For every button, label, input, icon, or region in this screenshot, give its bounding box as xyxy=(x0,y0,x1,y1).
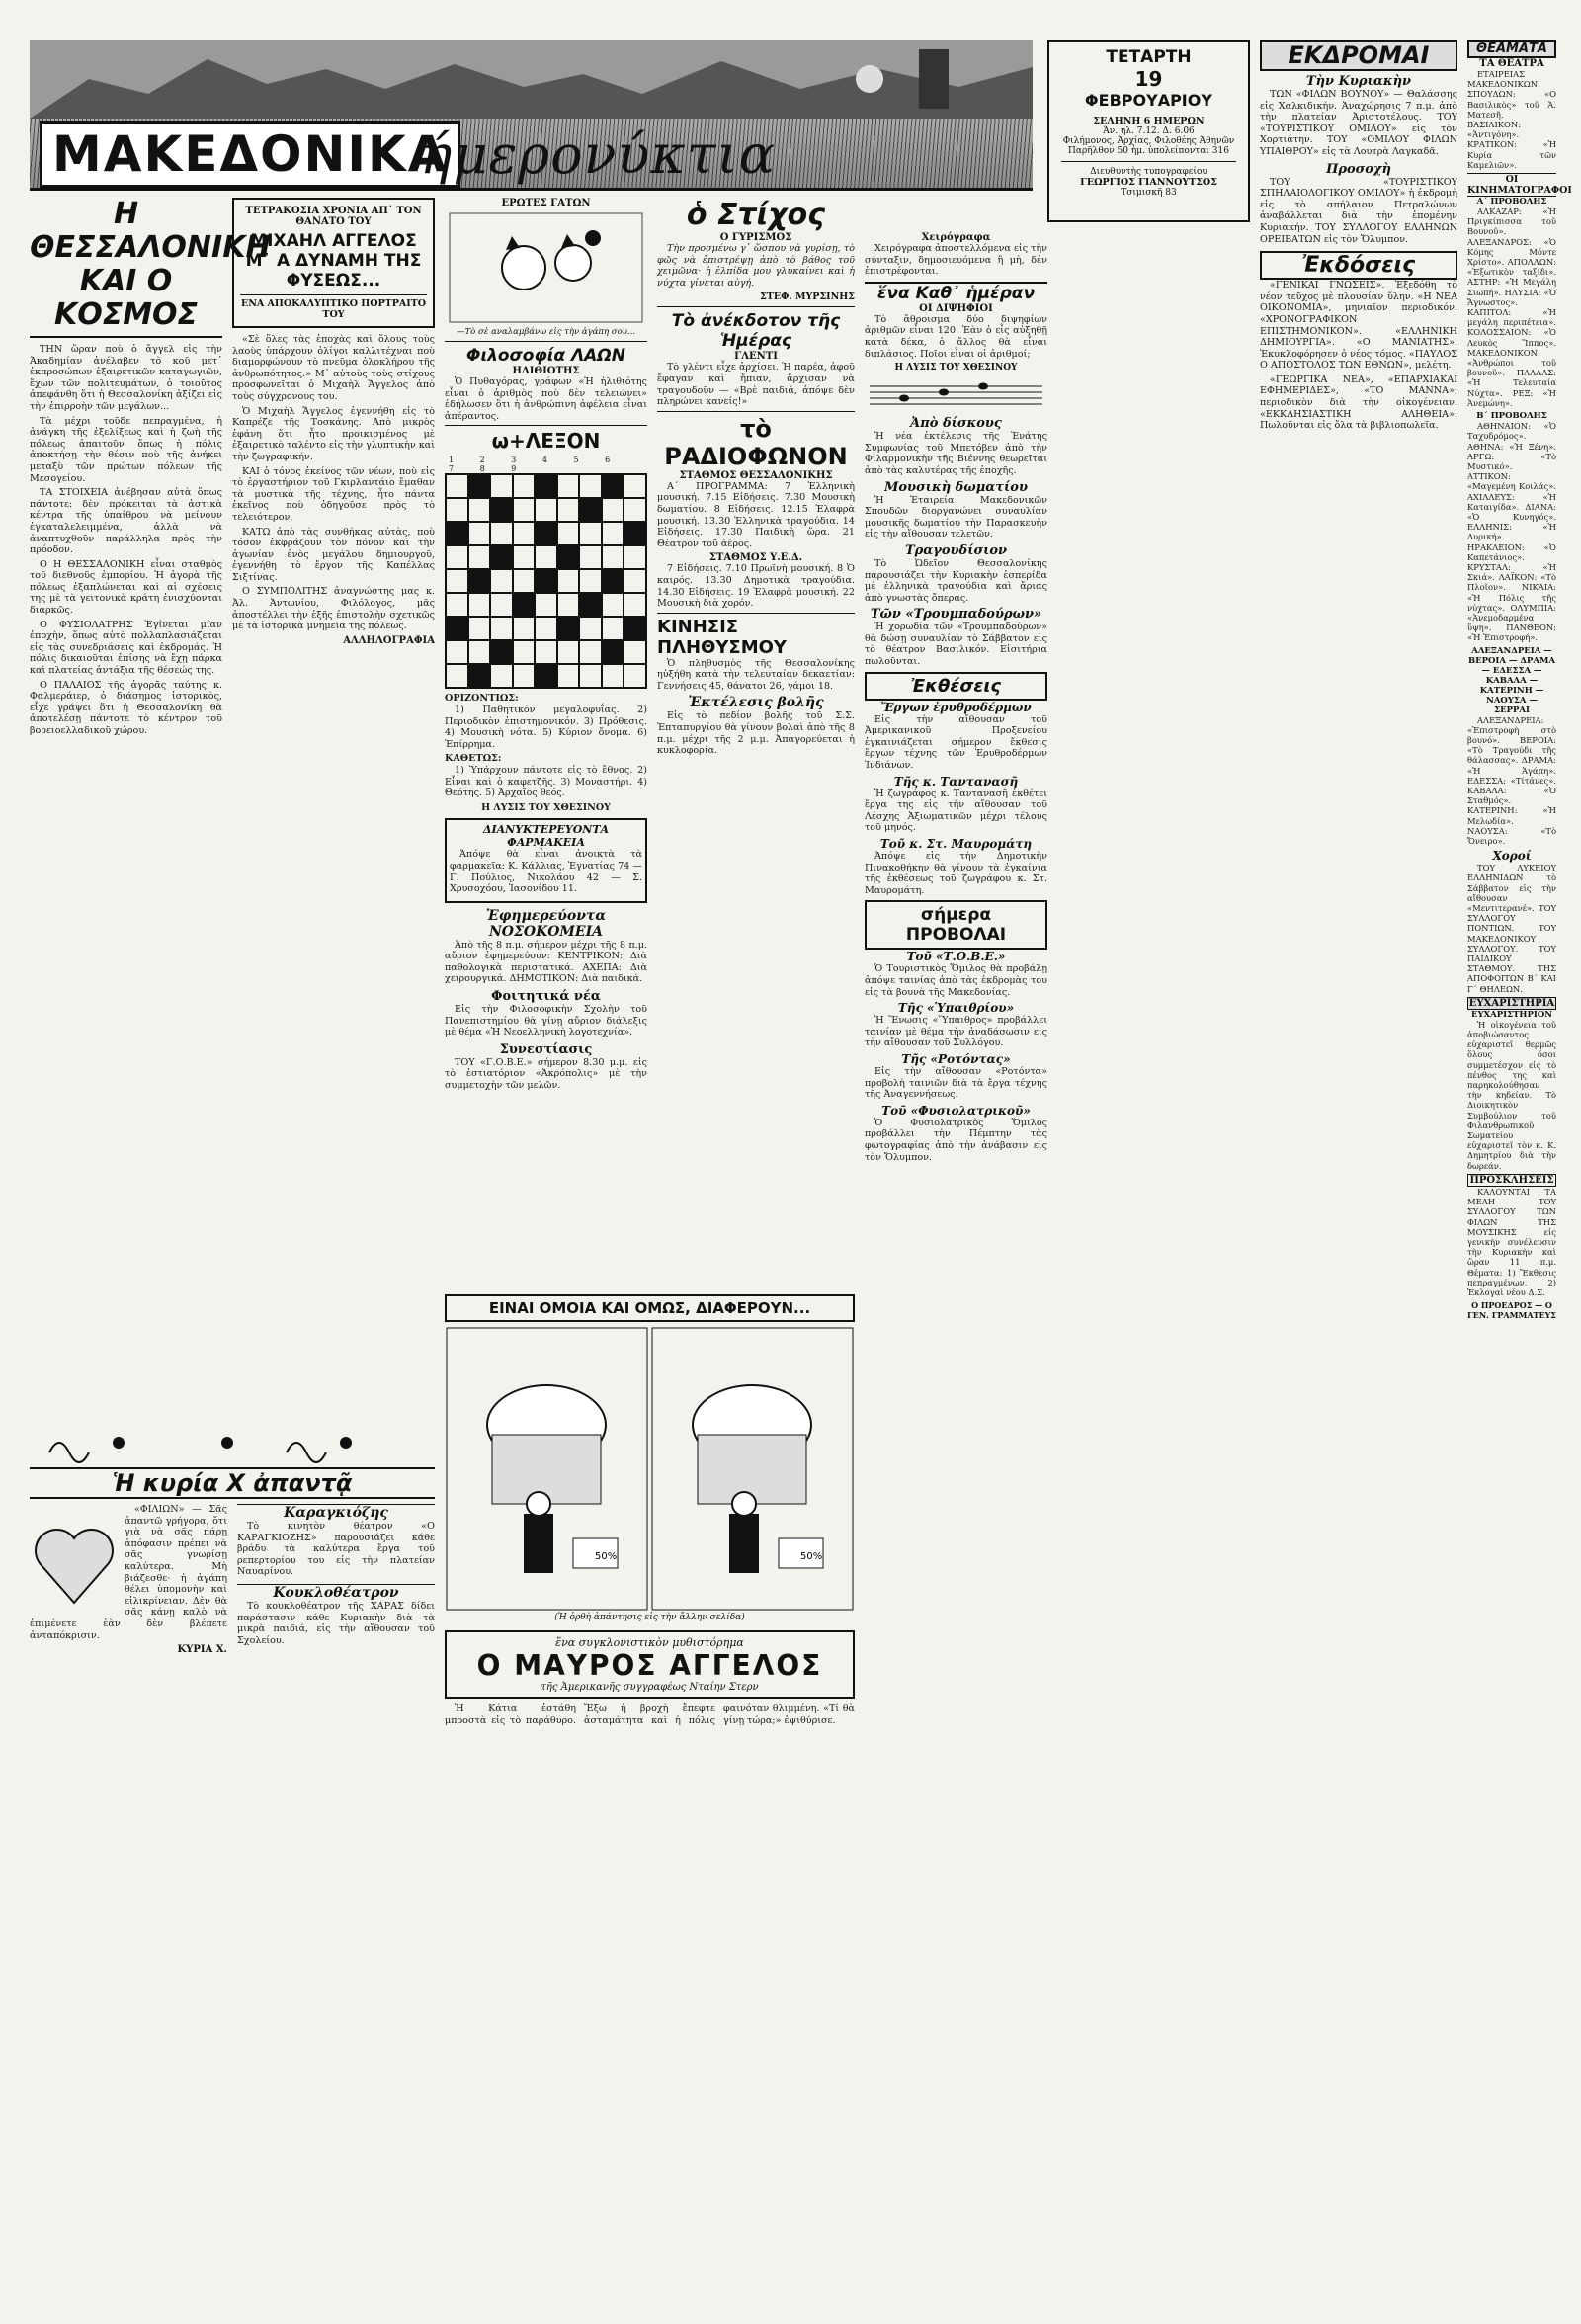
sun-times: Άν. ἡλ. 7.12. Δ. 6.06 xyxy=(1103,126,1195,136)
date-box xyxy=(1047,40,1250,222)
exhibitions-title: Ἐκθέσεις xyxy=(910,675,1002,697)
daily-puzzle-answer: Η ΛΥΣΙΣ ΤΟΥ ΧΘΕΣΙΝΟΥ xyxy=(894,363,1018,374)
days-count: Παρῆλθον 50 ἡμ. ὑπολείπονται 316 xyxy=(1068,146,1229,156)
moon-phase: ΣΕΛΗΝΗ 6 ΗΜΕΡΩΝ xyxy=(1093,116,1205,126)
dances-title: Χοροί xyxy=(1492,849,1532,864)
cartoon-note: —Τὸ σὲ αναλαμβάνω εἰς τὴν ἀγάπη σου... xyxy=(457,327,635,337)
box-kicker: ΤΕΤΡΑΚΟΣΙΑ ΧΡΟΝΙΑ ΑΠ᾽ ΤΟΝ ΘΑΝΑΤΟ ΤΟΥ xyxy=(245,206,422,227)
article-paragraph: Ο ΠΑΛΑΙΟΣ τῆς ἀγορᾶς ταύτης κ. Φαλμεράιερ, ὁ διάσημος ἱστορικὸς, εἶχε γράψει ὅτι ἡ Θεσσαλονίκη θὰ ἀποτελέσῃ πάντοτε τὸ κέντρον τοῦ βορειοελλαδικοῦ χώρου. xyxy=(30,679,222,736)
screenings-title: σήμερα ΠΡΟΒΟΛΑΙ xyxy=(905,905,1007,946)
exhibition-3-title: Τοῦ κ. Στ. Μαυρομάτη xyxy=(879,837,1033,851)
advice-signature: ΚΥΡΙΑ Χ. xyxy=(177,1644,227,1656)
sale-tag-right: 50% xyxy=(800,1551,823,1562)
novel-kicker: ἕνα συγκλονιστικὸν μυθιστόρημα xyxy=(555,1636,744,1649)
novel-serial xyxy=(445,1630,855,2302)
publications-more: «ΓΕΩΡΓΙΚΑ ΝΕΑ», «ΕΠΑΡΧΙΑΚΑΙ ΕΦΗΜΕΡΙΔΕΣ», «ΤΟ ΜΑΝΝΑ», περιοδικὸν διὰ τὴν οἰκογένειαν. «ΕΚΚΛΗΣΙΑΣΤΙΚΗ ΑΛΗΘΕΙΑ». Πωλοῦνται εἰς ὅλα τὰ βιβλιοπωλεῖα. xyxy=(1260,374,1457,432)
down-heading: ΚΑΘΕΤΩΣ: xyxy=(445,753,502,765)
cinemas-second-run-text: ΑΘΗΝΑΙΟΝ: «Ὁ Ταχυδρόμος». ΑΘΗΝΑ: «Ἡ Ξένη». ΑΡΓΩ: «Τὸ Μυστικό». ΑΤΤΙΚΟΝ: «Μαγεμένη Κοιλάς». ΑΧΙΛΛΕΥΣ: «Ἡ Καταιγίδα». ΔΙΑΝΑ: «Ὁ Κυνηγός». ΕΛΛΗΝΙΣ: «Ἡ Λυρική». ΗΡΑΚΛΕΙΟΝ: «Ὁ Καπετάνιος». ΚΡΥΣΤΑΛ: «Ἡ Σκιά». ΛΑΪΚΟΝ: «Τὸ Πλοῖον». ΝΙΚΑΙΑ: «Ἡ Πόλις τῆς νύχτας». ΟΛΥΜΠΙΑ: «Ἀνεμοδαρμένα ὕψη». ΠΑΝΘΕΟΝ: «Ἡ Ἐπιστροφή». xyxy=(1467,421,1556,643)
stichos-poem: Τὴν προσμένω γ᾽ ὥσπου νὰ γυρίσῃ, τὸ φῶς νὰ ἐπιστρέψῃ ἀπὸ τὸ βάθος τοῦ χειμῶνα· ἡ ἐλπίδα μου γλυκαίνει καὶ ἡ νύχτα γίνεται αὐγή. xyxy=(657,243,855,289)
exhibition-1-text: Εἰς τὴν αἴθουσαν τοῦ Ἀμερικανικοῦ Προξενείου ἐγκαινιάζεται σήμερον ἔκθεσις ἔργων τέχνης τῶν Ἐρυθροδέρμων Ἰνδιάνων. xyxy=(865,713,1047,772)
column-culture xyxy=(865,232,1047,2302)
crossword-numbers: 1 2 3 4 5 6 7 8 9 xyxy=(449,456,623,474)
hospitals-title: Ἐφημερεύοντα ΝΟΣΟΚΟΜΕΙΑ xyxy=(485,907,607,940)
column-features xyxy=(445,198,647,1285)
down-clues: 1) Ὑπάρχουν πάντοτε εἰς τὸ ἔθνος. 2) Εἶναι καὶ ὁ καφετζῆς. 3) Μοναστήρι. 4) Θεότης. 5) Ἀρχαῖος θεός. xyxy=(445,764,647,799)
novel-author: τῆς Ἀμερικανῆς συγγραφέως Νταίην Στερν xyxy=(541,1682,759,1693)
michelangelo-box xyxy=(232,198,435,328)
theatres-title: ΤΑ ΘΕΑΤΡΑ xyxy=(1479,58,1544,69)
screening-1-text: Ὁ Τουριστικὸς Ὅμιλος θὰ προβάλῃ ἀπόψε ταινίας ἀπὸ τὰς ἐκδρομὰς του εἰς τὰ βουνὰ τῆς Μακεδονίας. xyxy=(865,963,1047,998)
spectacles-title: ΘΕΑΜΑΤΑ xyxy=(1467,40,1556,58)
discs-title: Ἀπὸ δίσκους xyxy=(910,416,1002,432)
date-number: 19 xyxy=(1134,67,1163,91)
exhibition-3-text: Ἀπόψε εἰς τὴν Δημοτικὴν Πινακοθήκην θὰ γίνουν τὰ ἐγκαίνια τῆς ἐκθέσεως τοῦ ζωγράφου κ. Στ. Μαυρομάτη. xyxy=(865,851,1047,896)
column-thessaloniki xyxy=(30,197,271,1452)
box-subtitle: ΕΝΑ ΑΠΟΚΑΛΥΠΤΙΚΟ ΠΟΡΤΡΑΙΤΟ ΤΟΥ xyxy=(240,294,427,320)
thanks-title: ΕΥΧΑΡΙΣΤΗΡΙΑ xyxy=(1468,997,1555,1009)
article-paragraph: Ὁ Μιχαὴλ Ἄγγελος ἐγεννήθη εἰς τὸ Καπρέζε τῆς Τοσκάνης. Ἀπὸ μικρὸς ἐφάνη ὅτι ἦτο προικισμένος μὲ ἐξαιρετικὸ ταλέντο εἰς τὴν γλυπτικὴν καὶ τὴν ζωγραφικήν. xyxy=(232,405,435,462)
column-stichos-radio xyxy=(657,198,855,1275)
screening-2-title: Τῆς «Ὑπαιθρίου» xyxy=(897,1001,1015,1016)
notice-title: Προσοχὴ xyxy=(1326,161,1391,177)
article-paragraph: ΚΑΤΩ ἀπὸ τὰς συνθήκας αὐτὰς, ποὺ τόσον ἐκφράζουν τὸν πόνον καὶ τὴν ἀγωνίαν ἑνὸς μεγάλου δημιουργοῦ, ἐγεννήθη τὸ ἔργον τῆς Καπέλλας Σιξτίνας. xyxy=(232,526,435,583)
editor-name: ΓΕΩΡΓΙΟΣ ΓΙΑΝΝΟΥΤΣΟΣ xyxy=(1080,177,1217,188)
exhibition-2-title: Τῆς κ. Ταντανασῆ xyxy=(893,774,1019,788)
across-heading: ΟΡΙΖΟΝΤΙΩΣ: xyxy=(445,693,519,705)
exhibition-1-title: Ἔργων ἐρυθροδέρμων xyxy=(880,700,1032,714)
dinner-title: Συνεστίασις xyxy=(499,1041,593,1057)
novel-text: Ἡ Κάτια ἐστάθη μπροστὰ εἰς τὸ παράθυρο. Ἔξω ἡ βροχὴ ἔπεφτε ἀσταμάτητα καὶ ἡ πόλις φαινόταν θλιμμένη. «Τί θὰ γίνῃ τώρα;» ἐψιθύρισε. xyxy=(445,1703,855,1726)
publications-title: Ἐκδόσεις xyxy=(1260,251,1457,280)
radio-station: ΣΤΑΘΜΟΣ ΘΕΣΣΑΛΟΝΙΚΗΣ xyxy=(679,469,833,481)
anecdote-subtitle: ΓΛΕΝΤΙ xyxy=(734,351,778,363)
excursions-title: ΕΚΔΡΟΜΑΙ xyxy=(1260,40,1457,71)
song-title: Τραγουδίσιον xyxy=(904,542,1008,558)
daily-puzzle-text: Τὸ ἄθροισμα δύο διψηφίων ἀριθμῶν εἶναι 120. Ἐὰν ὁ εἷς αὐξηθῇ κατὰ δέκα, ὁ ἄλλος θὰ εἶναι διπλάσιος. Ποῖοι εἶναι οἱ ἀριθμοί; xyxy=(865,313,1047,360)
manuscripts-title: Χειρόγραφα xyxy=(921,232,991,243)
stichos-title: ὁ Στίχος xyxy=(686,198,826,232)
excursions-text: ΤΩΝ «ΦΙΛΩΝ ΒΟΥΝΟΥ» — Θαλάσσης εἰς Χαλκιδικήν. Ἀναχώρησις 7 π.μ. ἀπὸ τὴν πλατείαν Ἀριστοτέλους. ΤΟΥ «ΤΟΥΡΙΣΤΙΚΟΥ ΟΜΙΛΟΥ» εἰς τὸν Χορτιάτην. ΤΟΥ «ΟΜΙΛΟΥ ΦΙΛΩΝ ΥΠΑΙΘΡΟΥ» εἰς τὰ Λουτρὰ Λαγκαδᾶ. xyxy=(1260,89,1457,157)
pharmacies-title: ΔΙΑΝΥΚΤΕΡΕΥΟΝΤΑ ΦΑΡΜΑΚΕΙΑ xyxy=(482,823,610,850)
masthead-subtitle: ήμερονύκτια xyxy=(420,124,777,186)
sale-tag-left: 50% xyxy=(595,1551,618,1562)
stichos-author: ΣΤΕΦ. ΜΥΡΣΙΝΗΣ xyxy=(760,291,855,303)
music-staff-icon xyxy=(865,376,1047,416)
yened-schedule: 7 Εἰδήσεις. 7.10 Πρωϊνὴ μουσική. 8 Ὁ καιρός. 13.30 Δημοτικὰ τραγούδια. 14.30 Εἰδήσεις. 19 Ἐλαφρὰ μουσική. 22 Μουσικὴ διὰ χορόν. xyxy=(657,563,855,610)
daily-puzzle-title: ἕνα Καθ᾽ ἡμέραν xyxy=(865,282,1047,303)
editor-address: Τσιμισκῆ 83 xyxy=(1121,188,1177,198)
filosofia-title: Φιλοσοφία ΛΑΩΝ xyxy=(466,346,625,366)
excursions-subtitle: Τὴν Κυριακὴν xyxy=(1305,74,1412,89)
karagiozis-title: Καραγκιόζης xyxy=(237,1504,435,1521)
screening-4-text: Ὁ Φυσιολατρικὸς Ὅμιλος προβάλλει τὴν Πέμπτην τὰς φωτογραφίας ἀπὸ τὴν ἀνάβασιν εἰς τὸν Ὄλυμπον. xyxy=(865,1117,1047,1163)
thanks-text: Ἡ οἰκογένεια τοῦ ἀποβιώσαντος εὐχαριστεῖ θερμῶς ὅλους ὅσοι συμμετέσχον εἰς τὸ πένθος της καὶ παρηκολούθησαν τὴν κηδείαν. Τὸ Διοικητικὸν Συμβούλιον τοῦ Φιλανθρωπικοῦ Σωματείου εὐχαριστεῖ τὸν κ. Κ. Δημητρίου διὰ τὴν δωρεάν. xyxy=(1467,1019,1556,1171)
manuscripts-text: Χειρόγραφα ἀποστελλόμενα εἰς τὴν σύνταξιν, δημοσιευόμενα ἢ μὴ, δὲν ἐπιστρέφονται. xyxy=(865,243,1048,278)
screening-1-title: Τοῦ «Τ.Ο.Β.Ε.» xyxy=(906,950,1006,964)
cartoon-banner: ΕΙΝΑΙ ΟΜΟΙΑ ΚΑΙ ΟΜΩΣ, ΔΙΑΦΕΡΟΥΝ... xyxy=(445,1294,855,1322)
anecdote-title: Τὸ ἀνέκδοτον τῆς Ἡμέρας xyxy=(671,311,841,352)
firing-title: Ἐκτέλεσις βολῆς xyxy=(688,695,824,711)
cities-list: ΑΛΕΞΑΝΔΡΕΙΑ — ΒΕΡΟΙΑ — ΔΡΑΜΑ — ΕΔΕΣΣΑ — ΚΑΒΑΛΑ — ΚΑΤΕΡΙΝΗ — ΝΑΟΥΣΑ — ΣΕΡΡΑΙ xyxy=(1467,645,1556,715)
stichos-subtitle: Ο ΓΥΡΙΣΜΟΣ xyxy=(719,232,792,243)
cinemas-first-run-text: ΑΛΚΑΖΑΡ: «Ἡ Πριγκίπισσα τοῦ Βουνοῦ». ΑΛΕΞΑΝΔΡΟΣ: «Ὁ Κόμης Μόντε Χρίστο». ΑΠΟΛΛΩΝ: «Ἐξωτικὸν ταξίδι». ΑΣΤΗΡ: «Ἡ Μεγάλη Σιωπή». ΗΛΥΣΙΑ: «Ὁ Ἄγνωστος». ΚΑΠΙΤΟΛ: «Ἡ μεγάλη περιπέτεια». ΚΟΛΟΣΣΑΙΟΝ: «Ὁ Λευκὸς Ἵππος». ΜΑΚΕΔΟΝΙΚΟΝ: «Ἀνθρώποι τοῦ βουνοῦ». ΠΑΛΛΑΣ: «Ἡ Τελευταία Νύχτα». ΡΕΞ: «Ἡ Ἀνεμώνη». xyxy=(1467,207,1556,408)
radio-schedule: Α΄ ΠΡΟΓΡΑΜΜΑ: 7 Ἑλληνικὴ μουσική. 7.15 Εἰδήσεις. 7.30 Μουσικὴ δωματίου. 8 Εἰδήσεις. 12.15 Ἐλαφρὰ μουσική. 13.30 Ἑλληνικὰ τραγούδια. 14 Εἰδήσεις. 17.30 Παιδικὴ ὥρα. 21 Θέατρον τοῦ ἀέρος. xyxy=(657,480,855,549)
saints-of-day: Φιλήμονος, Άρχίας, Φιλοθέης Άθηνῶν xyxy=(1062,136,1235,146)
screening-4-title: Τοῦ «Φυσιολατρικοῦ» xyxy=(881,1103,1031,1118)
population-title: ΚΙΝΗΣΙΣ ΠΛΗΘΥΣΜΟΥ xyxy=(657,616,787,658)
students-text: Εἰς τὴν Φιλοσοφικὴν Σχολὴν τοῦ Πανεπιστημίου θὰ γίνῃ αὔριον διάλεξις μὲ θέμα «Ἡ Νεοελληνικὴ λογοτεχνία». xyxy=(445,1004,647,1038)
dancing-figures-illustration xyxy=(30,1423,435,1467)
cartoon-answer-note: (Ἡ ὀρθὴ ἀπάντησις εἰς τὴν ἄλλην σελίδα) xyxy=(554,1613,745,1622)
column-michelangelo xyxy=(232,198,435,1413)
article-paragraph: ΤΗΝ ὥραν ποὺ ὁ ἄγγελ εἰς τὴν Ἀκαδημίαν ἀνέλαβεν τὸ κοῦ μετ᾽ ἐκπροσώπων ἐξαιρετικῶν καταγωγιῶν, ἔχων τῶν πολιτευμάτων, ὁ τοιοῦτος ἀπεφάνθη ὅτι ἡ Θεσσαλονίκη ἀξίζει εἰς τὴν ἐπιρροὴν τῶν μεγάλων... xyxy=(30,344,222,412)
cinemas-second-run: Β΄ ΠΡΟΒΟΛΗΣ xyxy=(1476,411,1547,422)
advice-text: «ΦΙΛΙΩΝ» — Σᾶς ἀπαντῶ γρήγορα, ὅτι γιὰ νὰ σᾶς πάρῃ ἀπόφασιν πρέπει νὰ σᾶς γνωρίσῃ καλύτερα. Μὴ βιάζεσθε· ἡ ἀγάπη θέλει ὑπομονὴν καὶ εἰλικρίνειαν. Δὲν θὰ σᾶς κάνῃ καλὸ νὰ ἐπιμένετε ἐὰν δὲν βλέπετε ἀνταπόκρισιν. xyxy=(30,1504,227,1641)
column-excursions xyxy=(1260,40,1457,2302)
across-clues: 1) Παθητικὸν μεγαλοφυΐας. 2) Περιοδικὸν ἐπιστημονικόν. 3) Πρόθεσις. 4) Μουσικὴ νότα. 5) Κύριον ὄνομα. 6) Ἐπίρρημα. xyxy=(445,704,647,750)
population-text: Ὁ πληθυσμὸς τῆς Θεσσαλονίκης ηὐξήθη κατὰ τὴν τελευταίαν δεκαετίαν: Γεννήσεις 45, θάνατοι 26, γάμοι 18. xyxy=(657,657,855,692)
karagiozis-text: Τὸ κινητὸν θέατρον «Ο ΚΑΡΑΓΚΙΟΖΗΣ» παρουσιάζει κάθε βράδυ τὰ καλύτερα ἔργα τοῦ ρεπερτορίου του εἰς τὴν πλατείαν Ναυαρίνου. xyxy=(237,1521,435,1578)
cartoon-drawings xyxy=(445,1326,855,1613)
chamber-music-text: Ἡ Ἑταιρεία Μακεδονικῶν Σπουδῶν διοργανώνει συναυλίαν μουσικῆς δωματίου τὴν Παρασκευὴν εἰς τὴν αἴθουσαν τελετῶν. xyxy=(865,494,1047,540)
dances-text: ΤΟΥ ΛΥΚΕΙΟΥ ΕΛΛΗΝΙΔΩΝ τὸ Σάββατον εἰς τὴν αἴθουσαν «Μεντιτερανέ». ΤΟΥ ΣΥΛΛΟΓΟΥ ΠΟΝΤΙΩΝ. ΤΟΥ ΜΑΚΕΔΟΝΙΚΟΥ ΣΥΛΛΟΓΟΥ. ΤΟΥ ΠΑΙΔΙΚΟΥ ΣΤΑΘΜΟΥ. ΤΗΣ ΑΠΟΦΟΙΤΩΝ Β΄ ΚΑΙ Γ΄ ΘΗΛΕΩΝ. xyxy=(1467,863,1556,994)
article-paragraph: Ο ΣΥΜΠΟΛΙΤΗΣ ἀναγνώστης μας κ. Ἀλ. Ἀντωνίου, Φιλόλογος, μᾶς ἀποστέλλει τὴν ἑξῆς ἐπιστολὴν σχετικῶς μὲ τὰ ἱστορικὰ μνημεῖα τῆς πόλεως. xyxy=(232,586,435,632)
troubadours-title: Τῶν «Τρουμπαδούρων» xyxy=(870,607,1042,622)
notice-text: ΤΟΥ «ΤΟΥΡΙΣΤΙΚΟΥ ΣΠΗΛΑΙΟΛΟΓΙΚΟΥ ΟΜΙΛΟΥ» ἡ ἐκδρομὴ εἰς τὸ σπήλαιον Πετραλώνων ἀναβάλλεται διὰ τὴν ἐπομένην Κυριακήν. ΤΟΥ ΣΥΛΛΟΓΟΥ ΕΛΛΗΝΩΝ ΟΡΕΙΒΑΤΩΝ εἰς τὸν Ὄλυμπον. xyxy=(1260,176,1457,245)
article-paragraph: Τὰ μέχρι τοῦδε πεπραγμένα, ἡ ἀνάγκη τῆς ἐξελίξεως καὶ ἡ ζωὴ τῆς πόλεως ἀπαιτοῦν ὅπως ἡ πόλις ἀποκτήσῃ τὴν θέσιν ποὺ τῆς ἀνήκει μεταξὺ τῶν πρώτων πόλεων τῆς Μεσογείου. xyxy=(30,415,222,484)
article-paragraph: Ο ΦΥΣΙΟΛΑΤΡΗΣ Ἐγίνεται μίαν ἐποχὴν, ὅπως αὐτὸ πολλαπλασιάζεται εἰς τὰς συνεδριάσεις καὶ ἐκδρομάς. Ἡ πόλις δικαιοῦται ἐπίσης νὰ ἔχῃ πάρκα καὶ πλατείας ἀντάξια τῆς θέσεώς της. xyxy=(30,619,222,677)
pharmacies-text: Ἀπόψε θὰ εἶναι ἀνοικτὰ τὰ φαρμακεῖα: Κ. Κάλλιας, Ἐγνατίας 74 — Γ. Πούλιος, Νικολάου 42 — Σ. Χρυσοχόου, Ἰασονίδου 11. xyxy=(450,849,642,895)
puppet-theatre-text: Τὸ κουκλοθέατρον τῆς ΧΑΡΑΣ δίδει παράστασιν κάθε Κυριακὴν διὰ τὰ μικρὰ παιδιά, εἰς τὴν αἴθουσαν τοῦ Σχολείου. xyxy=(237,1600,435,1646)
cartoon-cats-caption: ΕΡΩΤΕΣ ΓΑΤΩΝ xyxy=(501,198,591,208)
troubadours-text: Ἡ χορωδία τῶν «Τρουμπαδούρων» θὰ δώσῃ συναυλίαν τὸ Σάββατον εἰς τὸ θέατρον Βασιλικόν. Εἰσιτήρια πωλοῦνται. xyxy=(865,622,1047,668)
masthead-banner xyxy=(30,40,1033,191)
article-paragraph: Ο Η ΘΕΣΣΑΛΟΝΙΚΗ εἶναι σταθμὸς τοῦ διεθνοῦς ἐμπορίου. Ἡ ἀγορὰ τῆς πόλεως ἐξαπλώνεται καὶ αἱ σχέσεις της μὲ τὰ γειτονικὰ κράτη ἐνισχύονται διαρκῶς. xyxy=(30,558,222,617)
filosofia-text: Ὁ Πυθαγόρας, γράφων «Ἡ ἠλιθιότης εἶναι ὁ ἀριθμὸς ποὺ δὲν τελειώνει» ἐδήλωσεν ὅτι ἡ ἀνθρώπινη ἀφέλεια εἶναι ἀπέραντος. xyxy=(445,376,647,422)
song-text: Τὸ Ὠδεῖον Θεσσαλονίκης παρουσιάζει τὴν Κυριακὴν ἑσπερίδα μὲ ἑλληνικὰ τραγούδια καὶ ἄριας ἀπὸ γνωστὰς ὄπερας. xyxy=(865,557,1047,604)
cats-cartoon xyxy=(445,208,647,327)
screening-3-title: Τῆς «Ροτόντας» xyxy=(901,1051,1011,1066)
invitations-signature: Ο ΠΡΟΕΔΡΟΣ — Ο ΓΕΝ. ΓΡΑΜΜΑΤΕΥΣ xyxy=(1467,1300,1556,1321)
cities-text: ΑΛΕΞΑΝΔΡΕΙΑ: «Ἐπιστροφὴ στὸ βουνό». ΒΕΡΟΙΑ: «Τὸ Τραγούδι τῆς θάλασσας». ΔΡΑΜΑ: «Ἡ Ἀγάπη». ΕΔΕΣΣΑ: «Τίτάνες». ΚΑΒΑΛΑ: «Ὁ Σταθμός». ΚΑΤΕΡΙΝΗ: «Ἡ Μελωδία». ΝΑΟΥΣΑ: «Τὸ Ὄνειρο». xyxy=(1467,714,1556,846)
box-title: ΜΙΧΑΗΛ ΑΓΓΕΛΟΣ Μ᾽ Α ΔΥΝΑΜΗ ΤΗΣ ΦΥΣΕΩΣ... xyxy=(245,231,422,290)
advice-column xyxy=(30,1423,435,2302)
anecdote-text: Τὸ γλέντι εἶχε ἀρχίσει. Ἡ παρέα, ἀφοῦ ἔφαγαν καὶ ἤπιαν, ἄρχισαν νὰ τραγουδοῦν — «Βρὲ παιδιά, ἀπόψε δὲν πληρώνει κανείς!» xyxy=(657,362,855,408)
city-skyline-illustration xyxy=(30,40,1033,119)
column-theatres xyxy=(1467,40,1572,2302)
masthead-title: ΜΑΚΕΔΟΝΙΚΑ xyxy=(40,121,460,188)
students-title: Φοιτητικά νέα xyxy=(491,989,601,1005)
article-paragraph: ΚΑΙ ὁ τόνος ἐκείνος τῶν νέων, ποὺ εἰς τὸ ἐργαστήριον τοῦ Γκιρλαντάιο ἔμαθαν τὰ μυστικὰ τῆς τέχνης, ἦτο πάντα ἐκεῖνος ποὺ ὁδηγοῦσε πρὸς τὸ τελειότερον. xyxy=(232,465,435,523)
spot-difference-cartoon xyxy=(445,1294,855,1620)
cinemas-first-run: Α΄ ΠΡΟΒΟΛΗΣ xyxy=(1476,197,1547,208)
headline-thessaloniki: Η ΘΕΣΣΑΛΟΝΙΚΗ ΚΑΙ Ο ΚΟΣΜΟΣ xyxy=(30,198,222,338)
hospitals-text: Ἀπὸ τῆς 8 π.μ. σήμερον μέχρι τῆς 8 π.μ. αὔριον ἐφημερεύουν: ΚΕΝΤΡΙΚΟΝ: Διὰ παθολογικὰ περιστατικά. ΑΧΕΠΑ: Διὰ χειρουργικά. ΔΗΜΟΤΙΚΟΝ: Διὰ παιδικά. xyxy=(445,939,647,985)
date-day: ΤΕΤΑΡΤΗ xyxy=(1106,47,1192,67)
theatres-text: ΕΤΑΙΡΕΙΑΣ ΜΑΚΕΔΟΝΙΚΩΝ ΣΠΟΥΔΩΝ: «Ο Βασιλικὸς» τοῦ Ἀ. Ματεσῆ. ΒΑΣΙΛΙΚΟΝ: «Ἀντιγόνη». ΚΡΑΤΙΚΟΝ: «Ἡ Κυρία τῶν Καμελιῶν». xyxy=(1467,69,1556,170)
firing-text: Εἰς τὸ πεδίον βολῆς τοῦ Σ.Σ. Ἐπταπυργίου θὰ γίνουν βολαὶ ἀπὸ τῆς 8 π.μ. μέχρι τῆς 2 μ.μ. Ἀπαγορεύεται ἡ κυκλοφορία. xyxy=(657,710,855,757)
publications-text: «ΓΕΝΙΚΑΙ ΓΝΩΣΕΙΣ». Ἐξεδόθη τὸ νέον τεῦχος μὲ πλουσίαν ὕλην. «Η ΝΕΑ ΟΙΚΟΝΟΜΙΑ», μηνιαῖον περιοδικόν. «ΧΡΟΝΟΓΡΑΦΙΚΟΝ ΕΠΙΣΤΗΜΟΝΙΚΟΝ». «ΕΛΛΗΝΙΚΗ ΔΗΜΙΟΥΡΓΙΑ». «Ο ΜΑΝΙΑΤΗΣ». Ἐκυκλοφόρησεν ὁ νέος τόμος. «ΠΑΥΛΟΣ Ο ΑΠΟΣΤΟΛΟΣ ΤΩΝ ΕΘΝΩΝ», μελέτη. xyxy=(1260,280,1457,372)
dinner-text: ΤΟΥ «Γ.Ο.Β.Ε.» σήμερον 8.30 μ.μ. εἰς τὸ ἑστιατόριον «Ἀκρόπολις» μὲ τὴν συμμετοχὴν τῶν μελῶν. xyxy=(445,1056,647,1092)
editor-label: Διευθυντὴς τυπογραφείου xyxy=(1090,167,1207,177)
discs-text: Ἡ νέα ἐκτέλεσις τῆς Ἐνάτης Συμφωνίας τοῦ Μπετόβεν ἀπὸ τὴν Φιλαρμονικὴν τῆς Βιέννης θεωρεῖται ἀπὸ τὰς καλυτέρας τῆς ἐποχῆς. xyxy=(865,431,1047,476)
newspaper-page xyxy=(30,40,1572,2302)
invitations-title: ΠΡΟΣΚΛΗΣΕΙΣ xyxy=(1467,1174,1556,1187)
date-month: ΦΕΒΡΟΥΑΡΙΟΥ xyxy=(1085,91,1212,110)
chamber-music-title: Μουσικὴ δωματίου xyxy=(884,479,1028,495)
novel-title: Ο ΜΑΥΡΟΣ ΑΓΓΕΛΟΣ xyxy=(476,1649,823,1682)
yened-station: ΣΤΑΘΜΟΣ Υ.Ε.Δ. xyxy=(708,552,803,564)
thanks-subtitle: ΕΥΧΑΡΙΣΤΗΡΙΟΝ xyxy=(1470,1009,1552,1020)
cinemas-title: ΟΙ ΚΙΝΗΜΑΤΟΓΡΑΦΟΙ xyxy=(1467,174,1572,197)
article-paragraph: ΤΑ ΣΤΟΙΧΕΙΑ ἀνέβησαν αὐτὰ ὅπως πάντοτε: δὲν πρόκειται τὰ ἀστικὰ κέντρα τῆς ὑπαίθρου νὰ μείνουν ἐγκαταλελειμμένα, ἀλλὰ νὰ ἀναπτυχθοῦν παράλληλα πρὸς τὴν πρόοδον. xyxy=(30,487,222,556)
hearts-illustration xyxy=(30,1504,119,1613)
advice-title: Ἡ κυρία Χ ἀπαντᾷ xyxy=(30,1467,435,1499)
radio-title: τὸ ΡΑΔΙΟΦΩΝΟΝ xyxy=(664,414,848,470)
solution-heading: Η ΛΥΣΙΣ ΤΟΥ ΧΘΕΣΙΝΟΥ xyxy=(481,801,611,813)
crossword-title: ω+ΛΕΞΟΝ xyxy=(491,429,601,454)
screening-3-text: Εἰς τὴν αἴθουσαν «Ροτόντα» προβολὴ ταινιῶν διὰ τὰ ἔργα τέχνης τῆς Ἀναγεννήσεως. xyxy=(865,1065,1047,1101)
daily-puzzle-subtitle: ΟΙ ΔΙΨΗΦΙΟΙ xyxy=(919,302,993,314)
filosofia-subtitle: ΗΛΙΘΙΟΤΗΣ xyxy=(512,366,580,376)
exhibition-2-text: Ἡ ζωγράφος κ. Ταντανασῆ ἐκθέτει ἔργα της εἰς τὴν αἴθουσαν τοῦ Λέσχης Ἀξιωματικῶν μέχρι τέλους τοῦ μηνός. xyxy=(865,788,1047,834)
crossword-grid xyxy=(445,473,647,689)
puppet-theatre-title: Κουκλοθέατρον xyxy=(237,1584,435,1601)
column-signoff: ΑΛΛΗΛΟΓΡΑΦΙΑ xyxy=(343,634,435,646)
invitations-text: ΚΑΛΟΥΝΤΑΙ ΤΑ ΜΕΛΗ ΤΟΥ ΣΥΛΛΟΓΟΥ ΤΩΝ ΦΙΛΩΝ ΤΗΣ ΜΟΥΣΙΚΗΣ εἰς γενικὴν συνέλευσιν τὴν Κυριακὴν καὶ ὥραν 11 π.μ. Θέματα: 1) Ἔκθεσις πεπραγμένων. 2) Ἐκλογαὶ νέου Δ.Σ. xyxy=(1467,1186,1556,1297)
screening-2-text: Ἡ Ἕνωσις «Ὕπαιθρος» προβάλλει ταινίαν μὲ θέμα τὴν ἀναδάσωσιν εἰς τὴν αἴθουσαν τοῦ Συλλόγου. xyxy=(865,1015,1047,1049)
article-paragraph: «Σὲ ὅλες τὰς ἐποχὰς καὶ ὅλους τοὺς λαοὺς ὑπάρχουν ὀλίγοι καλλιτέχναι ποὺ διαμορφώνουν τὸ πνεῦμα ὁλοκλήρου τῆς ἀνθρωπότητος.» Μ᾽ αὐτοὺς τοὺς στίχους προσφωνεῖται ὁ Μιχαὴλ Ἄγγελος ἀπὸ τοὺς σύγχρονους του. xyxy=(232,334,435,402)
